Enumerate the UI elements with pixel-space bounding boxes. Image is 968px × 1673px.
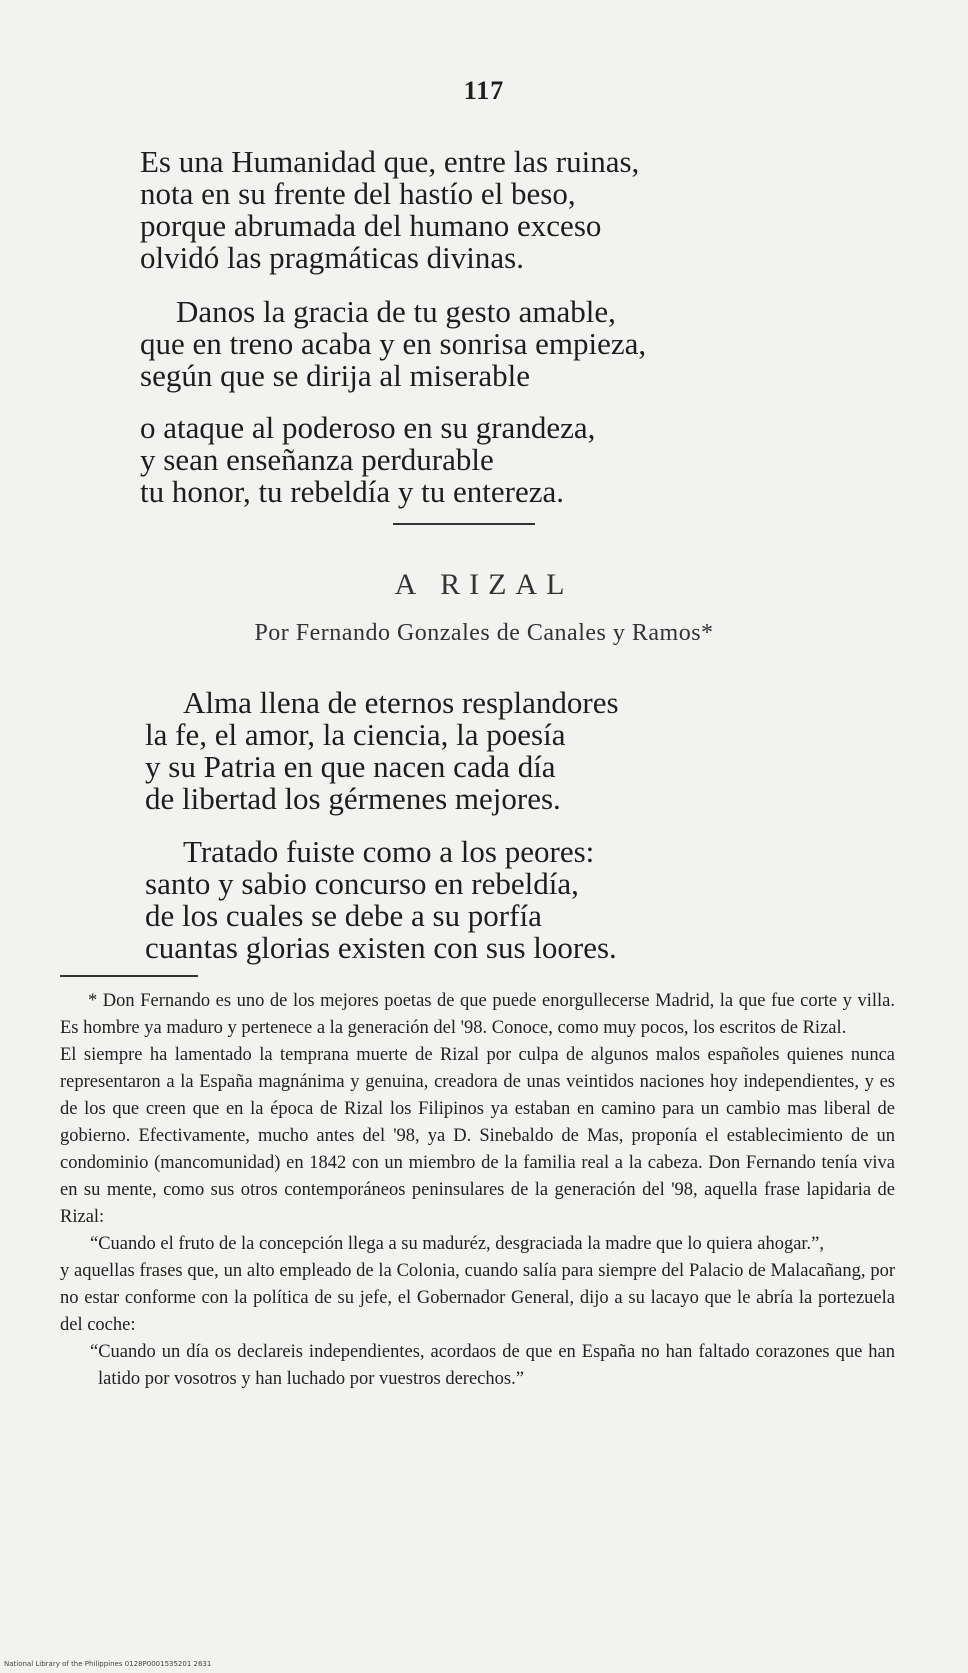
poem-line: que en treno acaba y en sonrisa empieza, (140, 326, 647, 361)
poem-line: cuantas glorias existen con sus loores. (145, 930, 617, 965)
footnote-quote: “Cuando un día os declareis independientes, acordaos de que en España no han faltado corazones que han latido por vosotros y han luchado por vuestros derechos.” (90, 1342, 895, 1389)
footnote-quote: “Cuando el fruto de la concepción llega a su maduréz, desgraciada la madre que lo quiera ahogar.”, (90, 1234, 825, 1254)
poem-line: nota en su frente del hastío el beso, (140, 176, 576, 211)
poem-line: la fe, el amor, la ciencia, la poesía (145, 717, 566, 752)
footnote-divider (60, 975, 198, 977)
footnote-paragraph: y aquellas frases que, un alto empleado de la Colonia, cuando salía para siempre del Palacio de Malacañang, por no estar conforme con la política de su jefe, el Gobernador General, dijo a su lacayo que le abría la portezuela del coche: (60, 1261, 895, 1335)
poem-line: Danos la gracia de tu gesto amable, (176, 294, 616, 329)
poem-title: A RIZAL (394, 568, 574, 601)
poem-line: Alma llena de eternos resplandores (183, 685, 619, 720)
page-number: 117 (463, 76, 505, 105)
poem-stanza (140, 296, 646, 392)
poem-line: porque abrumada del humano exceso (140, 208, 602, 243)
poem-line: y su Patria en que nacen cada día (145, 749, 556, 784)
poem-stanza (145, 836, 617, 964)
poem-line: de libertad los gérmenes mejores. (145, 781, 561, 816)
poem-stanza (140, 146, 639, 274)
footnote (60, 988, 895, 1393)
poem-line: de los cuales se debe a su porfía (145, 898, 542, 933)
poem-author: Por Fernando Gonzales de Canales y Ramos* (254, 620, 714, 646)
poem-line: o ataque al poderoso en su grandeza, (140, 410, 596, 445)
poem-line: según que se dirija al miserable (140, 358, 530, 393)
poem-stanza (140, 412, 595, 508)
poem-line: olvidó las pragmáticas divinas. (140, 240, 524, 275)
footnote-paragraph: El siempre ha lamentado la temprana muerte de Rizal por culpa de algunos malos españoles quienes nunca representaron a la España magnánima y genuina, creadora de unas veintidos naciones hoy independientes, y es de los que creen que en la época de Rizal los Filipinos ya estaban en camino para un cambio mas liberal de gobierno. Efectivamente, mucho antes del '98, ya D. Sinebaldo de Mas, proponía el establecimiento de un condominio (mancomunidad) en 1842 con un miembro de la familia real a la cabeza. Don Fernando tenía viva en su mente, como sus otros contemporáneos peninsulares de la generación del '98, aquella frase lapidaria de Rizal: (60, 1045, 895, 1227)
poem-line: y sean enseñanza perdurable (140, 442, 494, 477)
poem-stanza (145, 687, 619, 815)
section-divider (393, 523, 535, 525)
poem-line: santo y sabio concurso en rebeldía, (145, 866, 579, 901)
poem-line: Tratado fuiste como a los peores: (183, 834, 595, 869)
poem-line: Es una Humanidad que, entre las ruinas, (140, 144, 640, 179)
poem-line: tu honor, tu rebeldía y tu entereza. (140, 474, 564, 509)
library-credit: National Library of the Philippines 0128P0001535201 2631 (4, 1660, 212, 1668)
footnote-paragraph: * Don Fernando es uno de los mejores poetas de que puede enorgullecerse Madrid, la que fue corte y villa. Es hombre ya maduro y pertenece a la generación del '98. Conoce, como muy pocos, los escritos de Rizal. (60, 991, 895, 1038)
